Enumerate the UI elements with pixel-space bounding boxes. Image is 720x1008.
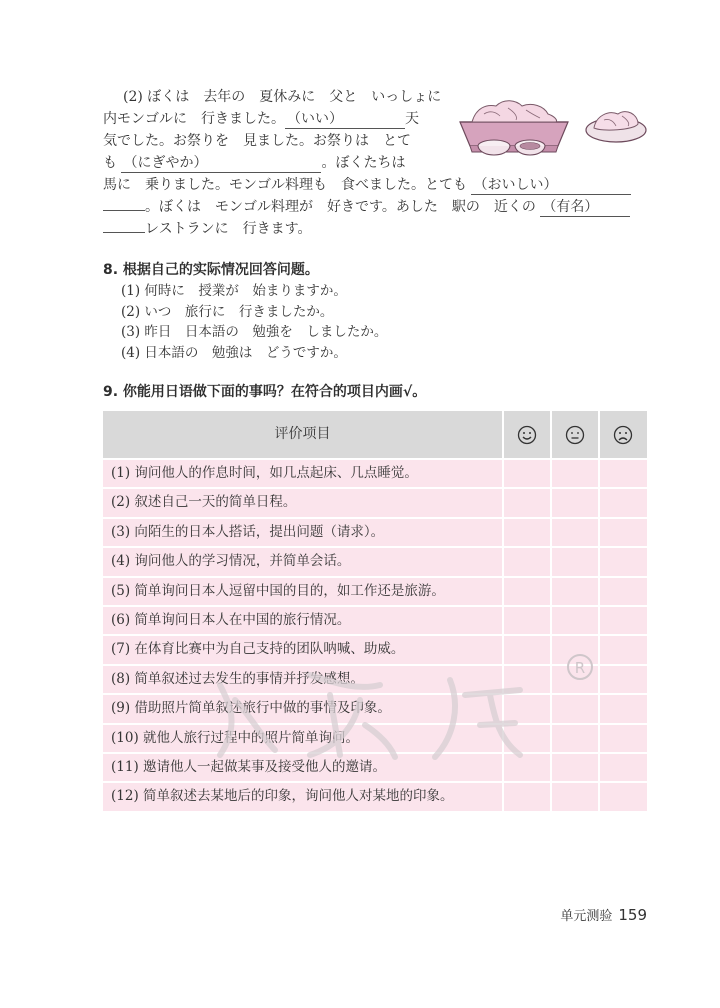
check-cell-good[interactable]: [502, 783, 550, 810]
question-item: (3) 昨日 日本語の 勉強を しましたか。: [121, 324, 388, 340]
frown-face-icon: [598, 411, 646, 458]
check-cell-ok[interactable]: [550, 519, 598, 546]
section-8-questions: [121, 281, 387, 363]
check-cell-good[interactable]: [502, 489, 550, 516]
passage-line-4: [103, 152, 405, 174]
evaluation-row: [103, 636, 647, 663]
passage-line-7: [103, 218, 311, 240]
evaluation-item-text: (8) 简单叙述过去发生的事情并抒发感想。: [111, 670, 364, 687]
passage-text: 。ぼくたちは: [321, 155, 406, 171]
check-cell-ok[interactable]: [550, 695, 598, 722]
check-cell-poor[interactable]: [598, 489, 646, 516]
check-cell-good[interactable]: [502, 725, 550, 752]
evaluation-item-text: (11) 邀请他人一起做某事及接受他人的邀请。: [111, 758, 387, 775]
passage-line-2: [103, 108, 419, 130]
check-cell-poor[interactable]: [598, 607, 646, 634]
evaluation-row: [103, 666, 647, 693]
passage-text: 馬に 乗りました。モンゴル料理も 食べました。とても: [103, 177, 472, 193]
evaluation-row: [103, 489, 647, 516]
check-cell-ok[interactable]: [550, 460, 598, 487]
check-cell-poor[interactable]: [598, 548, 646, 575]
check-cell-ok[interactable]: [550, 783, 598, 810]
check-cell-ok[interactable]: [550, 725, 598, 752]
passage-line-6: [103, 196, 630, 218]
evaluation-item-text: (2) 叙述自己一天的简单日程。: [111, 494, 297, 511]
evaluation-item-text: (6) 简单询问日本人在中国的旅行情况。: [111, 611, 351, 628]
evaluation-row: [103, 695, 647, 722]
evaluation-item-text: (3) 向陌生的日本人搭话，提出问题（请求）。: [111, 523, 385, 540]
passage-text: 。ぼくは モンゴル料理が 好きです。あした 駅の 近くの: [145, 199, 541, 215]
check-cell-good[interactable]: [502, 578, 550, 605]
check-cell-ok[interactable]: [550, 607, 598, 634]
passage-line-1: (2) ぼくは 去年の 夏休みに 父と いっしょに: [123, 89, 442, 105]
check-cell-good[interactable]: [502, 754, 550, 781]
check-cell-good[interactable]: [502, 607, 550, 634]
passage-text: も: [103, 155, 122, 171]
passage-text: レストランに 行きます。: [145, 221, 312, 237]
check-cell-good[interactable]: [502, 460, 550, 487]
check-cell-poor[interactable]: [598, 725, 646, 752]
passage-line-3: 気でした。お祭りを 見ました。お祭りは とて: [103, 133, 411, 149]
passage-text: 天: [405, 111, 419, 127]
self-evaluation-table: [103, 411, 647, 813]
question-item: (2) いつ 旅行に 行きましたか。: [121, 303, 334, 320]
check-cell-poor[interactable]: [598, 666, 646, 693]
check-cell-poor[interactable]: [598, 519, 646, 546]
answer-blank: （にぎやか）: [121, 154, 321, 173]
neutral-face-icon: [550, 411, 598, 458]
evaluation-row: [103, 783, 647, 810]
evaluation-item-text: (10) 就他人旅行过程中的照片简单询问。: [111, 729, 360, 746]
evaluation-row: [103, 460, 647, 487]
answer-blank-continued: [103, 210, 145, 211]
evaluation-item-text: (1) 询问他人的作息时间，如几点起床、几点睡觉。: [111, 465, 418, 481]
check-cell-ok[interactable]: [550, 489, 598, 516]
footer-label: 单元测验: [560, 909, 613, 924]
check-cell-poor[interactable]: [598, 754, 646, 781]
check-cell-good[interactable]: [502, 548, 550, 575]
answer-blank: （おいしい）: [471, 176, 631, 195]
evaluation-row: [103, 578, 647, 605]
check-cell-ok[interactable]: [550, 578, 598, 605]
question-item: (1) 何時に 授業が 始まりますか。: [121, 283, 347, 299]
check-cell-good[interactable]: [502, 666, 550, 693]
passage-line-5: [103, 174, 631, 196]
page-number: 159: [618, 906, 647, 924]
page-footer: [560, 905, 647, 924]
evaluation-row: [103, 607, 647, 634]
check-cell-poor[interactable]: [598, 460, 646, 487]
evaluation-row: [103, 754, 647, 781]
svg-text:R: R: [574, 659, 586, 677]
smile-face-icon: [502, 411, 550, 458]
check-cell-poor[interactable]: [598, 783, 646, 810]
check-cell-ok[interactable]: [550, 548, 598, 575]
check-cell-ok[interactable]: [550, 754, 598, 781]
check-cell-ok[interactable]: [550, 636, 598, 663]
question-item: (4) 日本語の 勉強は どうですか。: [121, 344, 347, 361]
check-cell-good[interactable]: [502, 695, 550, 722]
check-cell-poor[interactable]: [598, 578, 646, 605]
check-cell-ok[interactable]: [550, 666, 598, 693]
evaluation-item-text: (7) 在体育比赛中为自己支持的团队呐喊、助威。: [111, 641, 405, 658]
answer-blank-continued: [103, 232, 145, 233]
check-cell-poor[interactable]: [598, 695, 646, 722]
check-cell-poor[interactable]: [598, 636, 646, 663]
evaluation-item-text: (5) 简单询问日本人逗留中国的目的，如工作还是旅游。: [111, 582, 445, 599]
evaluation-item-text: (4) 询问他人的学习情况，并简单会话。: [111, 553, 351, 570]
answer-blank: （有名）: [540, 198, 630, 217]
evaluation-row: [103, 519, 647, 546]
table-header-row: [103, 411, 647, 460]
evaluation-item-text: (9) 借助照片简单叙述旅行中做的事情及印象。: [111, 700, 391, 717]
section-9-heading: 9. 你能用日语做下面的事吗？在符合的项目内画√。: [103, 384, 427, 400]
check-cell-good[interactable]: [502, 636, 550, 663]
evaluation-item-text: (12) 简单叙述去某地后的印象，询问他人对某地的印象。: [111, 788, 454, 805]
answer-blank: （いい）: [285, 110, 405, 129]
evaluation-row: [103, 725, 647, 752]
passage-text: 内モンゴルに 行きました。: [103, 111, 285, 127]
table-header-title: 评价项目: [274, 426, 331, 442]
section-8-heading: 8. 根据自己的实际情况回答问题。: [103, 262, 319, 278]
check-cell-good[interactable]: [502, 519, 550, 546]
mongolian-food-illustration: [456, 94, 648, 164]
evaluation-row: [103, 548, 647, 575]
